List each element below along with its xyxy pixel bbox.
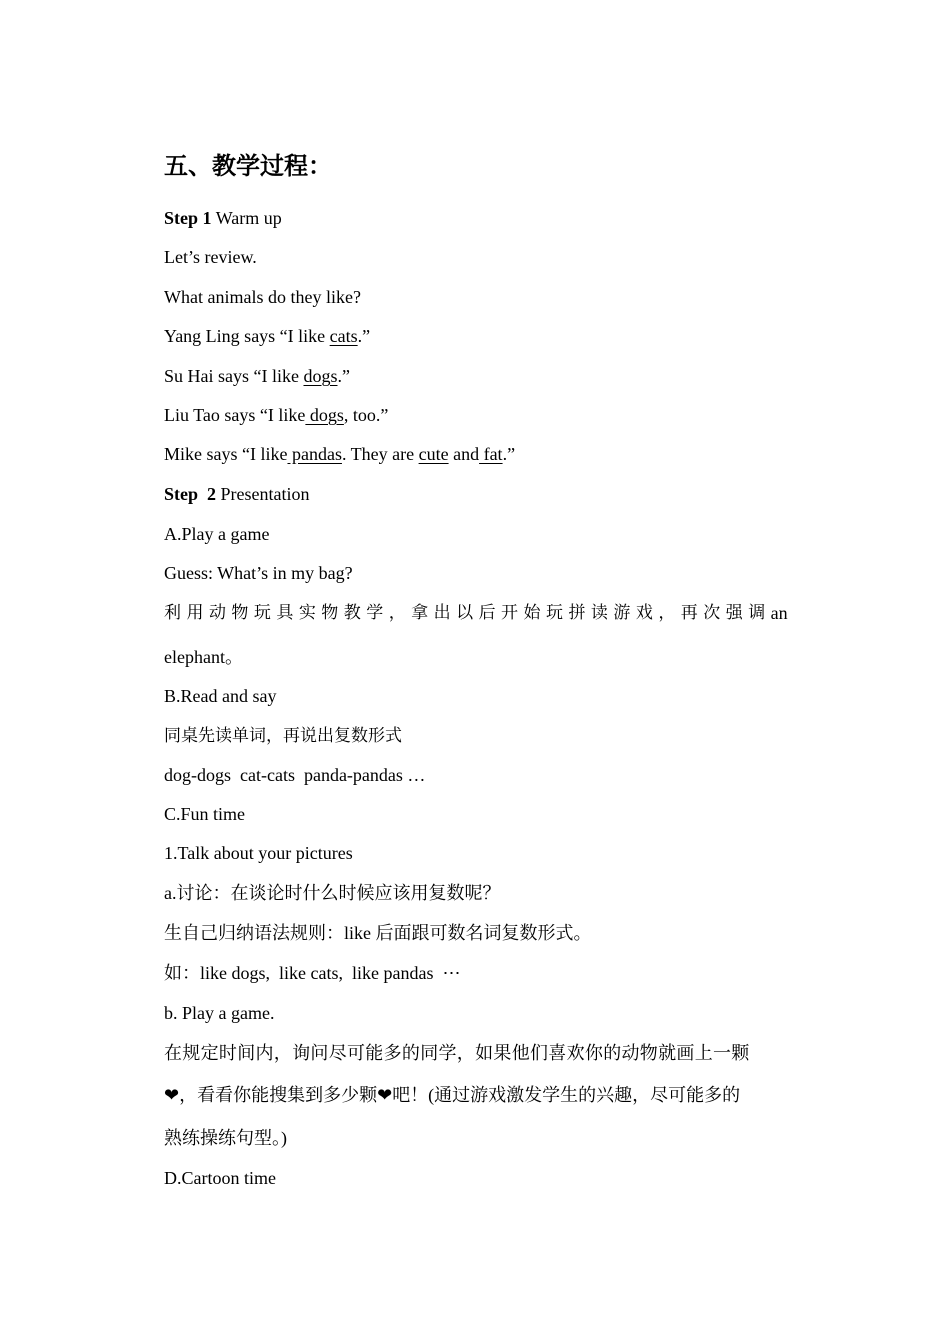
- heart-icon: ❤: [164, 1085, 180, 1105]
- underlined-word: cute: [418, 444, 449, 464]
- toys-line-2: elephant。: [164, 647, 243, 667]
- talk-line: 1.Talk about your pictures: [164, 843, 353, 863]
- game-line-1: 在规定时间内，询问尽可能多的同学，如果他们喜欢你的动物就画上一颗: [164, 1043, 750, 1063]
- su-hai-line: Su Hai says “I like dogs.”: [164, 366, 350, 386]
- discuss-line: a.讨论：在谈论时什么时候应该用复数呢？: [164, 883, 501, 903]
- step2-line: [164, 482, 310, 506]
- example-line: 如：like dogs, like cats, like pandas ⋯: [164, 963, 461, 983]
- question-line: What animals do they like?: [164, 287, 361, 307]
- guess-line: Guess: What’s in my bag?: [164, 563, 353, 583]
- mike-line: Mike says “I like pandas. They are cute and fat.”: [164, 444, 516, 464]
- plurals-line: dog-dogs cat-cats panda-pandas …: [164, 765, 426, 785]
- underlined-word: dogs: [305, 405, 344, 425]
- yang-ling-line: Yang Ling says “I like cats.”: [164, 326, 371, 346]
- cartoon-line: D.Cartoon time: [164, 1168, 276, 1188]
- section-heading: 五、教学过程：: [164, 151, 332, 180]
- heart-icon: ❤: [377, 1085, 393, 1105]
- underlined-word: fat: [479, 444, 503, 464]
- step1-line: [164, 206, 282, 230]
- liu-tao-line: Liu Tao says “I like dogs, too.”: [164, 405, 389, 425]
- game-line-2: ❤，看看你能搜集到多少颗❤吧！(通过游戏激发学生的兴趣，尽可能多的: [164, 1085, 741, 1105]
- b-play-line: b. Play a game.: [164, 1003, 275, 1023]
- step1-label: Step 1: [164, 208, 212, 228]
- underlined-word: pandas: [287, 444, 342, 464]
- play-game-line: A.Play a game: [164, 524, 270, 544]
- step2-title: Presentation: [216, 484, 310, 504]
- deskmate-line: 同桌先读单词，再说出复数形式: [164, 726, 402, 746]
- underlined-word: cats: [329, 326, 358, 346]
- step2-label: Step 2: [164, 484, 217, 504]
- read-say-line: B.Read and say: [164, 686, 277, 706]
- fun-time-line: C.Fun time: [164, 804, 246, 824]
- rule-line: 生自己归纳语法规则：like 后面跟可数名词复数形式。: [164, 923, 592, 943]
- review-line: Let’s review.: [164, 247, 257, 267]
- game-line-3: 熟练操练句型。): [164, 1128, 287, 1148]
- step1-title: Warm up: [211, 208, 282, 228]
- underlined-word: dogs: [303, 366, 338, 386]
- toys-line-1: 利 用 动 物 玩 具 实 物 教 学 ， 拿 出 以 后 开 始 玩 拼 读 游 戏 ， 再 次 强 调 an: [164, 603, 788, 623]
